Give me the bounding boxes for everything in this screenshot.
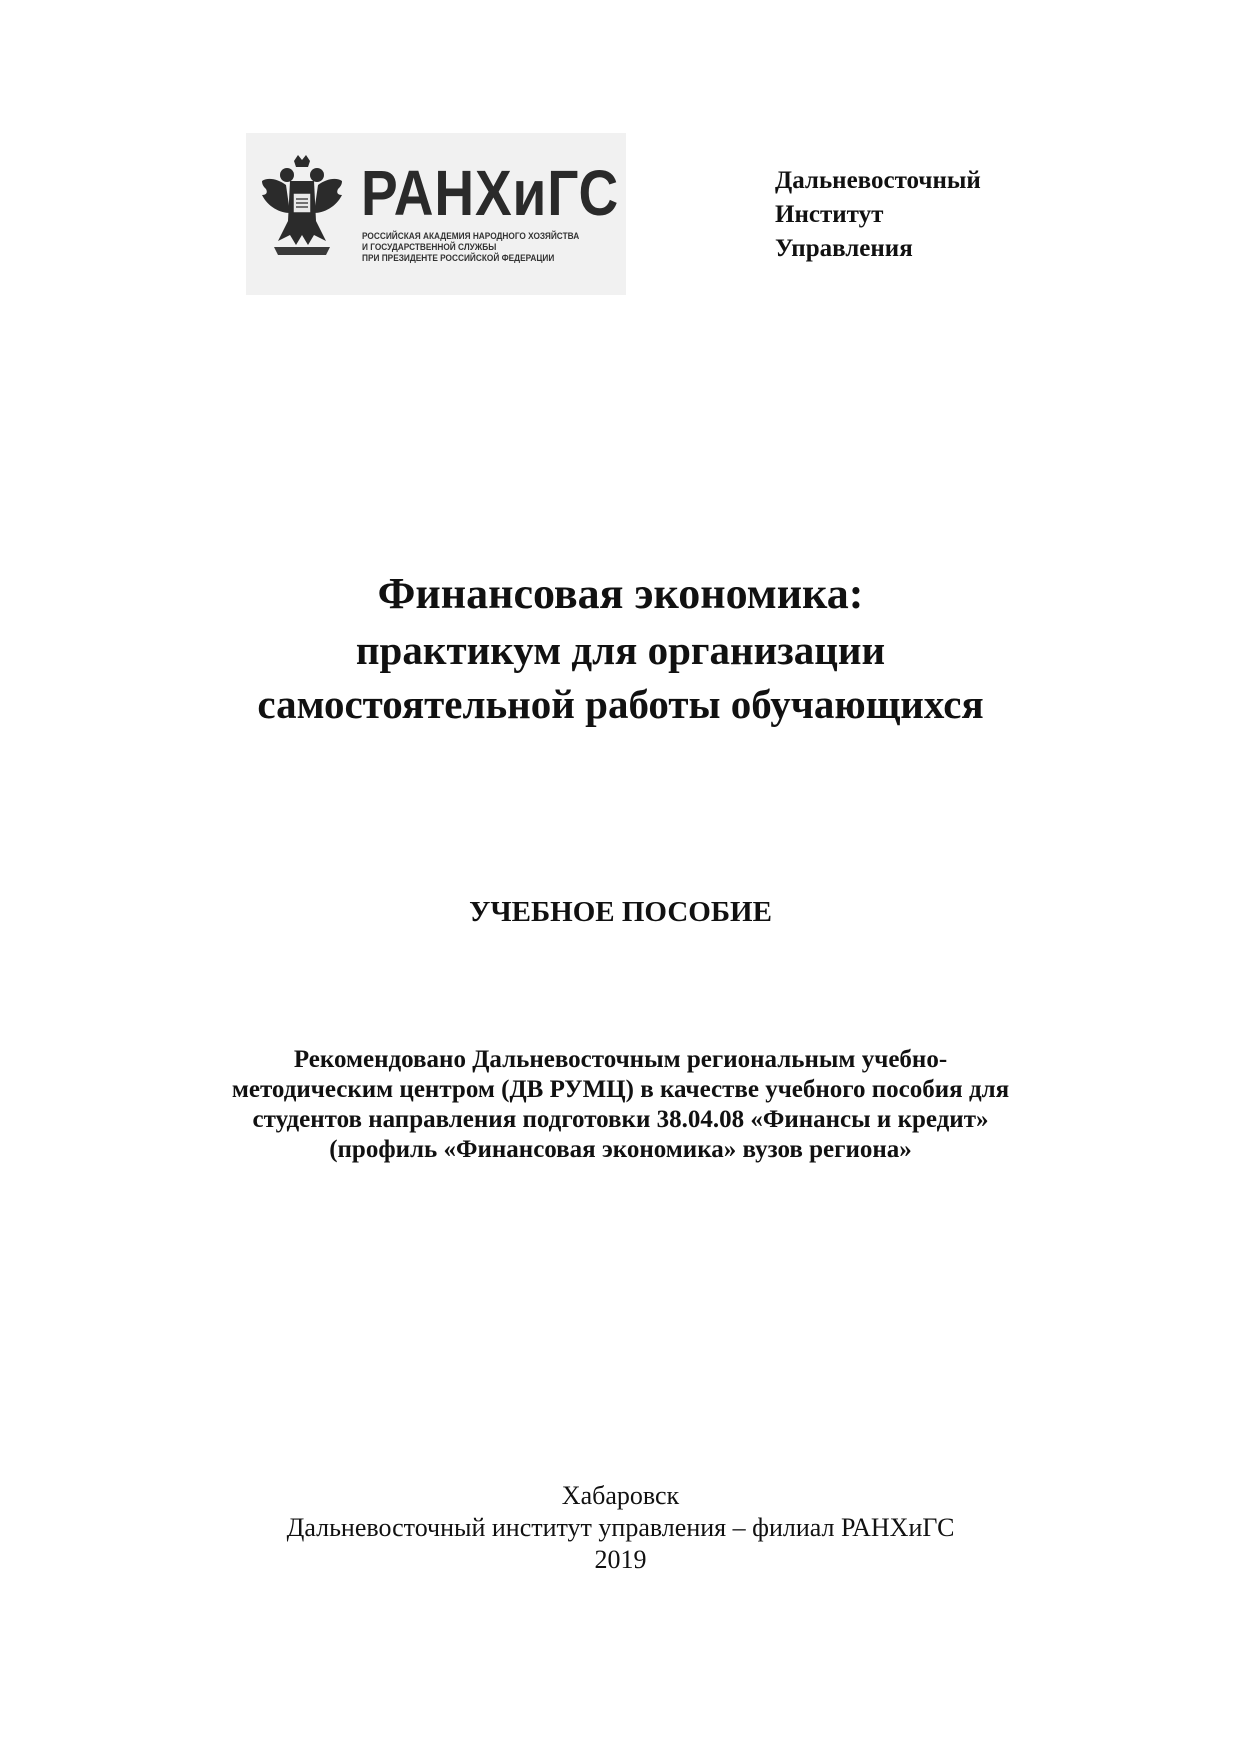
logo-wordmark: РАНХиГС [361,157,620,229]
logo-subtitle [362,231,579,264]
recommendation-line: методическим центром (ДВ РУМЦ) в качестве учебного пособия для [231,1076,1010,1103]
institute-name [775,164,981,266]
imprint-year: 2019 [594,1545,647,1574]
title-subtitle-line: практикум для организации [355,627,886,673]
recommendation-line: (профиль «Финансовая экономика» вузов региона» [329,1136,912,1163]
logo-subtitle-line: ПРИ ПРЕЗИДЕНТЕ РОССИЙСКОЙ ФЕДЕРАЦИИ [362,253,555,263]
double-headed-eagle-emblem-icon [260,155,344,259]
logo-subtitle-line: РОССИЙСКАЯ АКАДЕМИЯ НАРОДНОГО ХОЗЯЙСТВА [362,231,580,241]
logo-subtitle-line: И ГОСУДАРСТВЕННОЙ СЛУЖБЫ [362,242,497,252]
institute-line: Дальневосточный [775,167,981,194]
recommendation-line: Рекомендовано Дальневосточным региональным учебно- [293,1046,948,1073]
institute-line: Управления [775,235,913,262]
title-main: Финансовая экономика: [377,569,864,618]
imprint [0,1480,1241,1576]
recommendation-text [0,1045,1241,1165]
recommendation-line: студентов направления подготовки 38.04.08 «Финансы и кредит» [252,1106,989,1133]
imprint-publisher: Дальневосточный институт управления – филиал РАНХиГС [286,1513,955,1542]
ranepa-logo [246,133,626,295]
institute-line: Институт [775,201,884,228]
title-subtitle-line: самостоятельной работы обучающихся [257,681,984,727]
imprint-city: Хабаровск [561,1481,680,1510]
document-type: УЧЕБНОЕ ПОСОБИЕ [469,896,772,928]
document-title [0,565,1241,731]
